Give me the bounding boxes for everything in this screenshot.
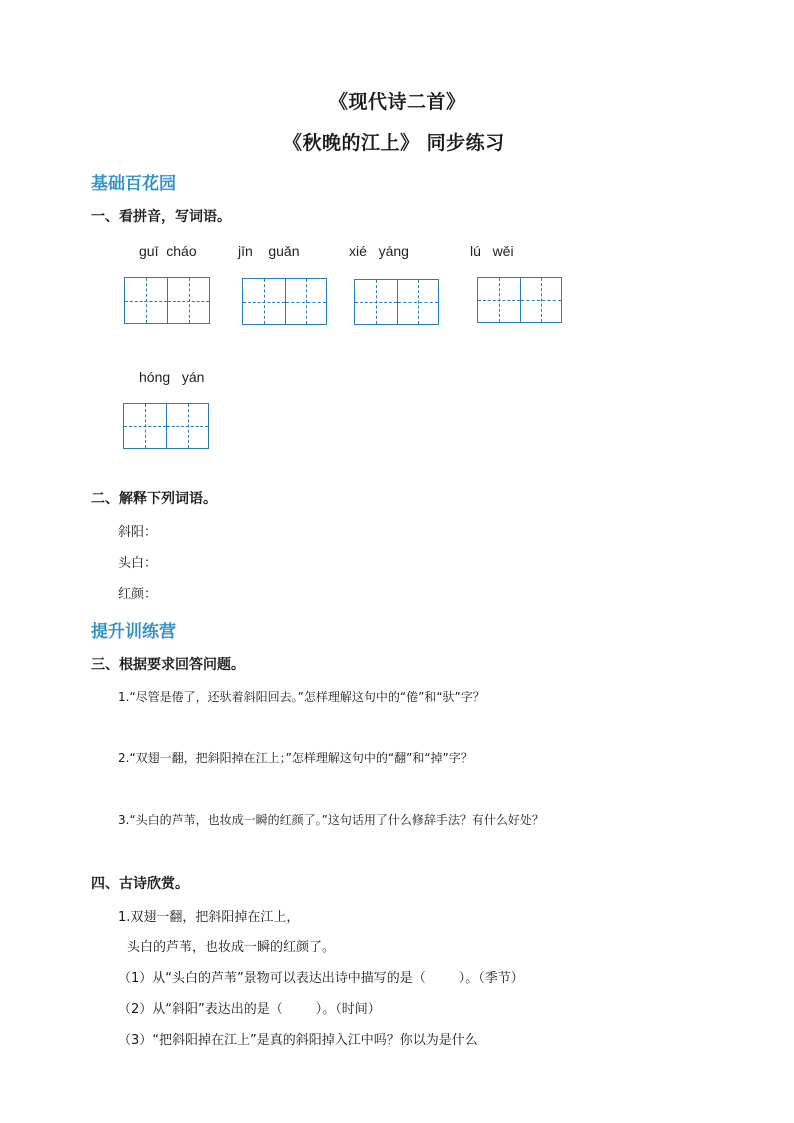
- writing-cell[interactable]: [520, 278, 562, 322]
- writing-cell[interactable]: [124, 404, 166, 448]
- writing-cell[interactable]: [397, 280, 439, 324]
- question-item: 3.“头白的芦苇，也妆成一瞬的红颜了。”这句话用了什么修辞手法？有什么好处？: [118, 813, 544, 827]
- poem-line: 头白的芦苇，也妆成一瞬的红颜了。: [127, 940, 336, 955]
- pinyin-label: hóng yán: [139, 369, 205, 385]
- writing-cell[interactable]: [167, 278, 209, 323]
- document-title: 《现代诗二首》: [329, 91, 466, 113]
- writing-cell[interactable]: [285, 279, 327, 324]
- writing-cell[interactable]: [166, 404, 208, 448]
- writing-grid[interactable]: [354, 279, 439, 325]
- term-item: 红颜：: [118, 587, 158, 602]
- question-3-heading: 三、根据要求回答问题。: [91, 657, 245, 673]
- writing-grid[interactable]: [477, 277, 562, 323]
- sub-question: （2）从“斜阳”表达出的是（ ）。（时间）: [118, 1002, 381, 1017]
- sub-question: （1）从“头白的芦苇”景物可以表达出诗中描写的是（ ）。（季节）: [118, 971, 524, 986]
- section-heading-advanced: 提升训练营: [91, 622, 176, 642]
- pinyin-label: guī cháo: [139, 243, 197, 259]
- poem-line: 1.双翅一翻，把斜阳掉在江上，: [118, 910, 300, 925]
- question-2-heading: 二、解释下列词语。: [91, 491, 217, 507]
- question-item: 2.“双翅一翻，把斜阳掉在江上；”怎样理解这句中的“翻”和“掉”字？: [118, 751, 473, 765]
- writing-cell[interactable]: [125, 278, 167, 323]
- section-heading-basic: 基础百花园: [91, 174, 176, 194]
- pinyin-label: jīn guǎn: [238, 243, 300, 259]
- question-1-heading: 一、看拼音，写词语。: [91, 209, 231, 225]
- writing-grid[interactable]: [124, 277, 210, 324]
- writing-cell[interactable]: [478, 278, 520, 322]
- pinyin-label: xié yáng: [349, 243, 409, 259]
- sub-question: （3）“把斜阳掉在江上”是真的斜阳掉入江中吗？你以为是什么: [118, 1033, 478, 1048]
- writing-grid[interactable]: [123, 403, 209, 449]
- writing-grid[interactable]: [242, 278, 327, 325]
- question-4-heading: 四、古诗欣赏。: [91, 876, 189, 892]
- question-item: 1.“尽管是倦了，还驮着斜阳回去。”怎样理解这句中的“倦”和“驮”字？: [118, 690, 485, 704]
- term-item: 斜阳：: [118, 525, 158, 540]
- writing-cell[interactable]: [243, 279, 285, 324]
- document-subtitle: 《秋晚的江上》 同步练习: [283, 132, 505, 154]
- writing-cell[interactable]: [355, 280, 397, 324]
- term-item: 头白：: [118, 556, 158, 571]
- pinyin-label: lú wěi: [470, 243, 514, 259]
